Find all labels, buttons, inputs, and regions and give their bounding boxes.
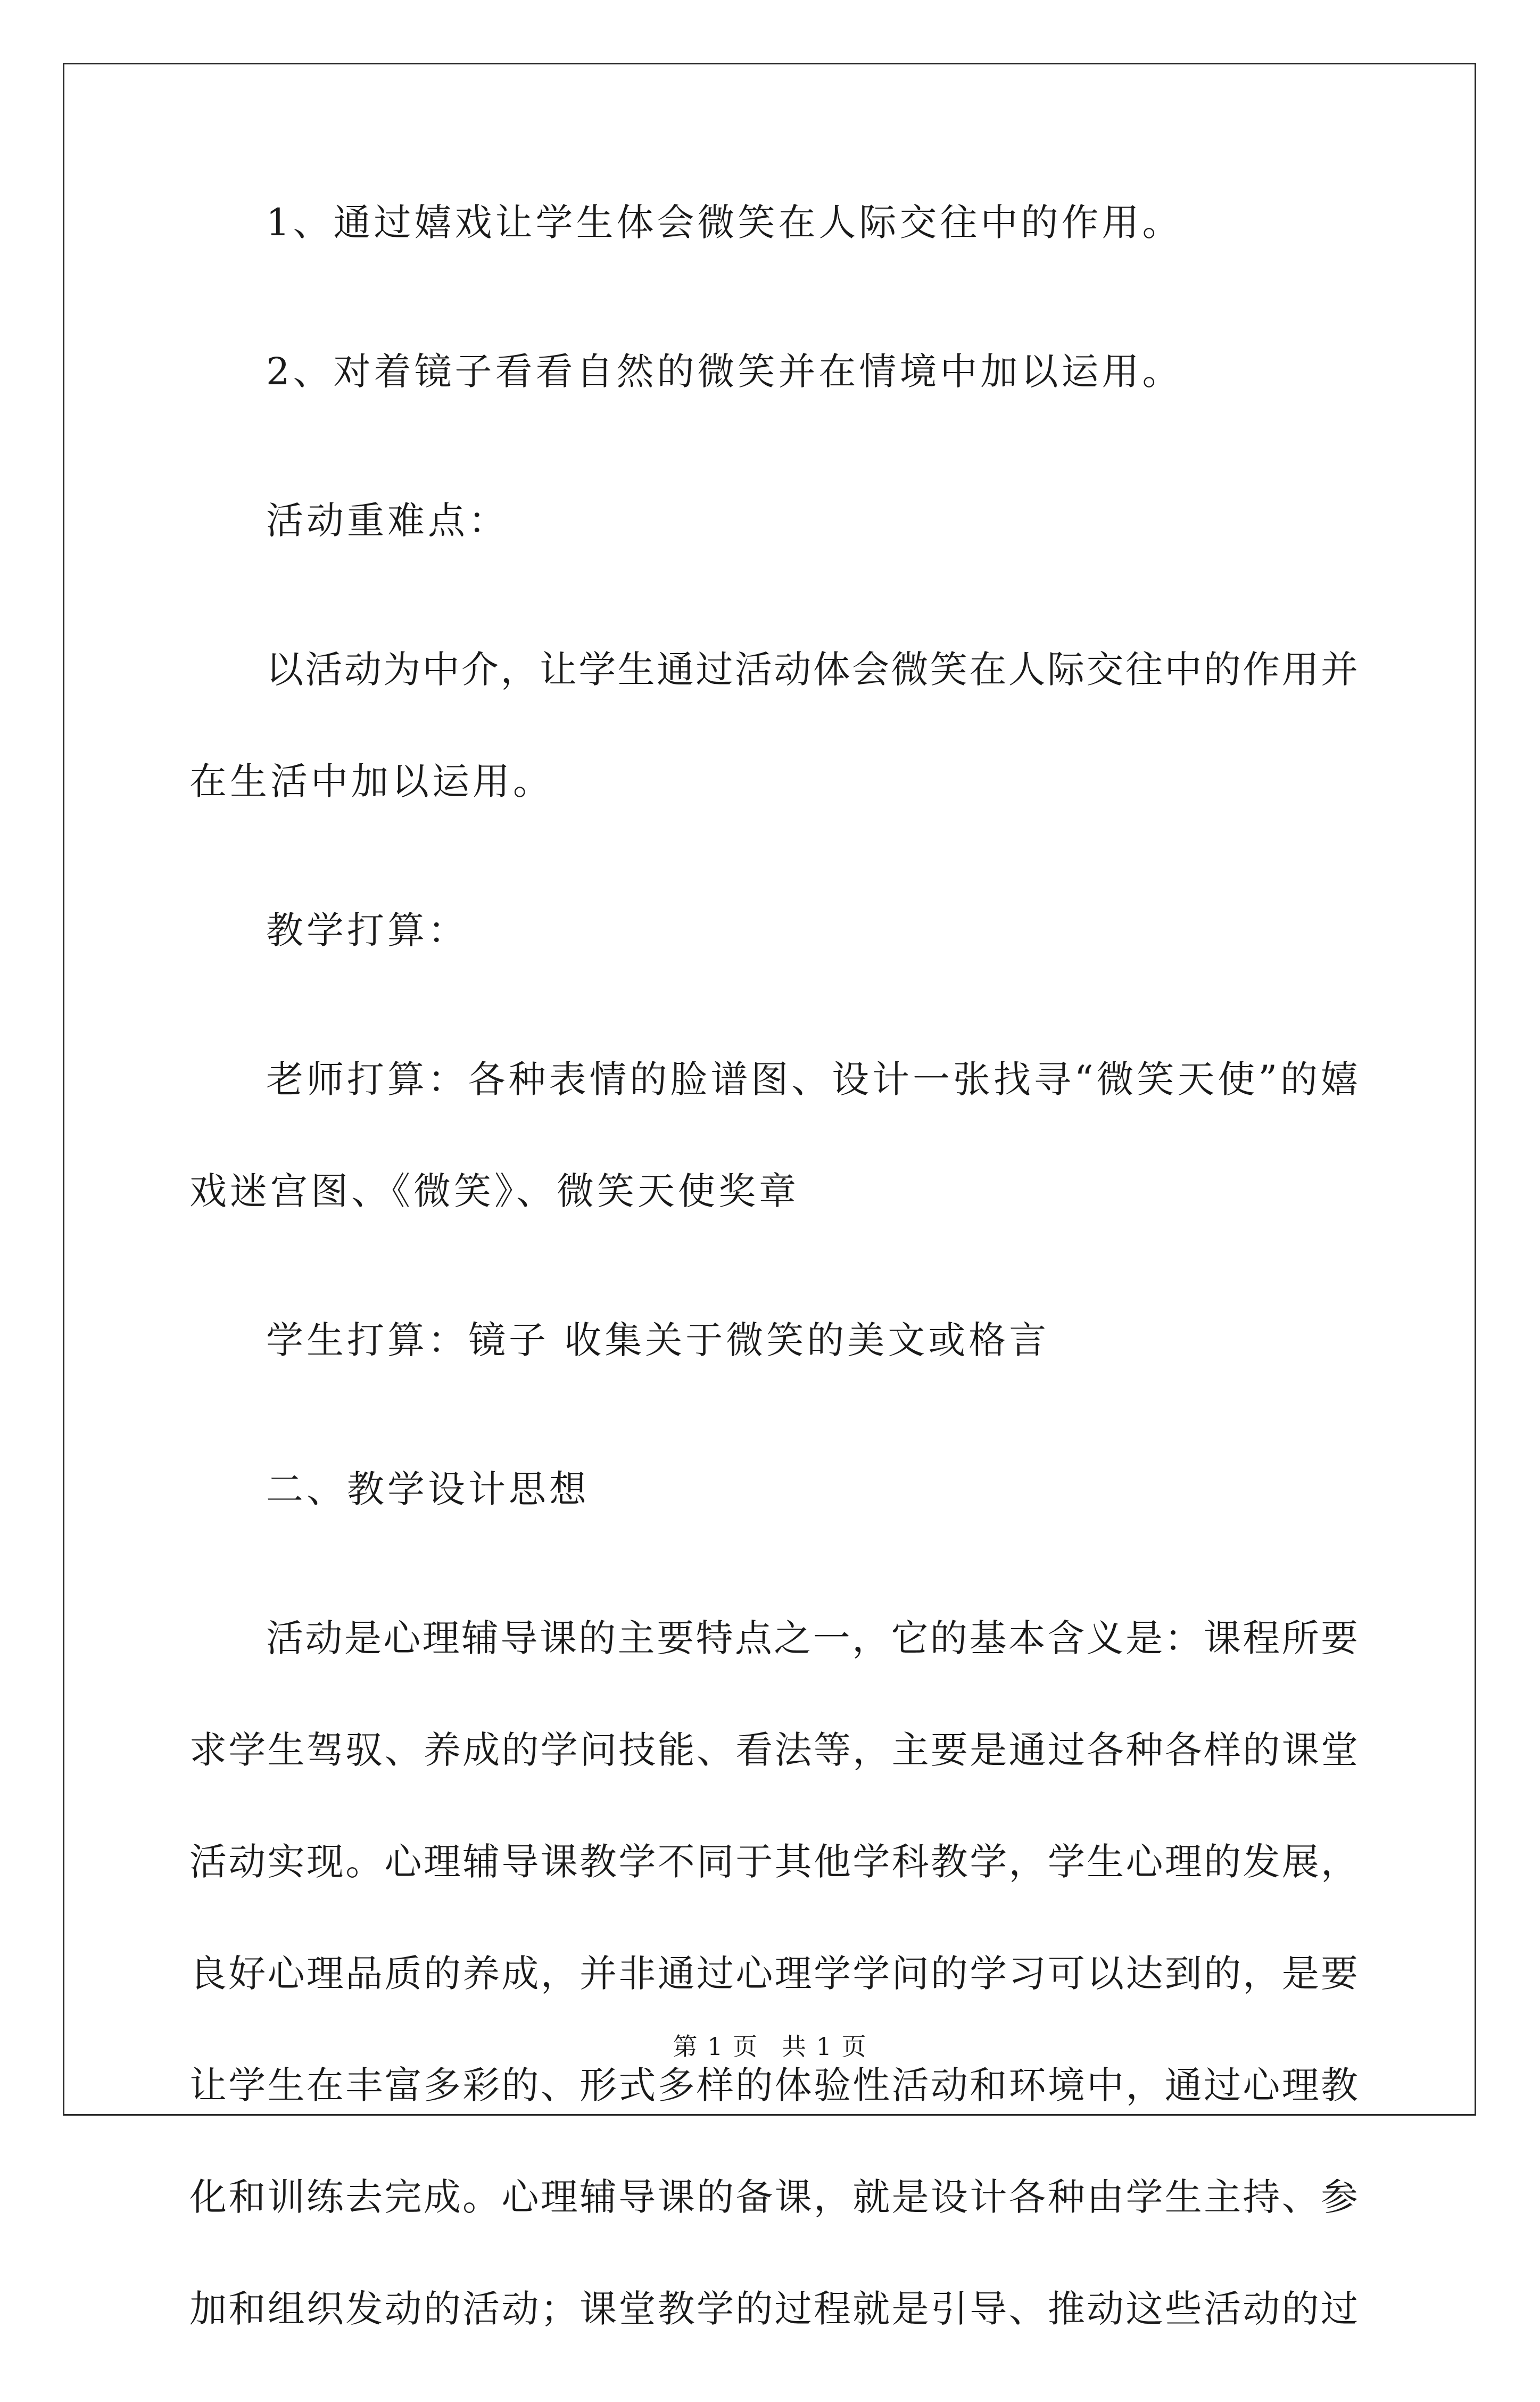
text-line: 2、对着镜子看看自然的微笑并在情境中加以运用。 — [266, 350, 1183, 393]
page-footer — [0, 2032, 1540, 2061]
text-line: 戏迷宫图、《微笑》、微笑天使奖章 — [189, 1169, 799, 1213]
text-line: 良好心理品质的养成，并非通过心理学学问的学习可以达到的，是要 — [189, 1952, 1358, 1995]
section-heading: 活动重难点： — [266, 499, 509, 542]
text-line: 以活动为中介，让学生通过活动体会微笑在人际交往中的作用并 — [266, 648, 1358, 691]
text-line: 加和组织发动的活动；课堂教学的过程就是引导、推动这些活动的过 — [189, 2287, 1358, 2331]
text-line: 让学生在丰富多彩的、形式多样的体验性活动和环境中，通过心理教 — [189, 2063, 1358, 2107]
text-line: 活动实现。心理辅导课教学不同于其他学科教学，学生心理的发展， — [189, 1840, 1358, 1884]
section-heading: 教学打算： — [266, 909, 468, 952]
page-number: 第 1 页 — [673, 2032, 758, 2061]
section-heading: 二、教学设计思想 — [266, 1467, 590, 1511]
page-total: 共 1 页 — [782, 2032, 867, 2061]
text-line: 活动是心理辅导课的主要特点之一，它的基本含义是：课程所要 — [266, 1616, 1358, 1660]
document-body — [189, 201, 1358, 2402]
text-line: 化和训练去完成。心理辅导课的备课，就是设计各种由学生主持、参 — [189, 2175, 1358, 2219]
text-line: 老师打算：各种表情的脸谱图、设计一张找寻“微笑天使”的嬉 — [266, 1058, 1358, 1101]
text-line: 在生活中加以运用。 — [189, 760, 553, 803]
text-line: 1、通过嬉戏让学生体会微笑在人际交往中的作用。 — [266, 201, 1183, 244]
text-line: 求学生驾驭、养成的学问技能、看法等，主要是通过各种各样的课堂 — [189, 1728, 1358, 1772]
text-line: 学生打算：镜子 收集关于微笑的美文或格言 — [266, 1318, 1050, 1362]
